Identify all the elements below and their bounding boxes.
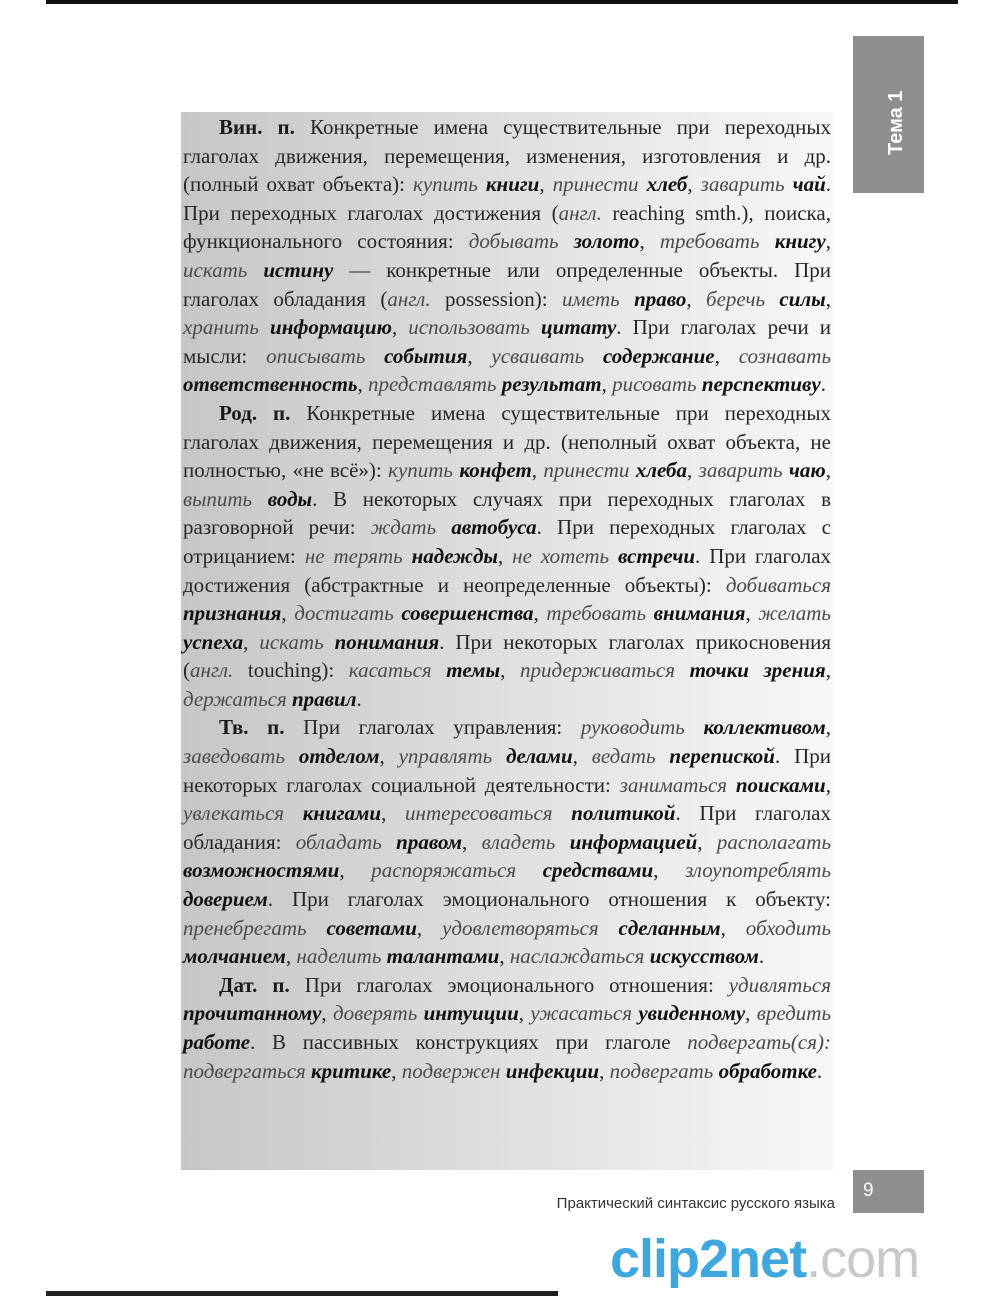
example-noun-wrap [654,601,746,625]
paragraph [183,399,831,714]
example-noun-wrap [775,229,826,253]
example-noun: совершенства [401,601,534,626]
example-noun-wrap [506,744,573,768]
example-noun: чай [792,172,826,197]
example-noun: события [384,343,468,368]
example-verb: подвергать(ся): подвергаться [183,1030,831,1083]
example-noun-wrap [183,372,358,396]
text-run: , [243,629,260,654]
example-noun-wrap [396,830,462,854]
paragraph [183,713,831,970]
example-verb: обходить [745,915,831,940]
example-verb: хранить [183,315,271,340]
example-noun-wrap [543,858,654,882]
example-noun: силы [779,286,826,311]
text-run: . В пассивных конструкциях при глаголе [250,1030,688,1054]
text-run: , [467,343,492,368]
example-noun-wrap [183,944,286,968]
example-noun-wrap [647,172,688,196]
example-noun-wrap [335,630,440,654]
example-verb: не хотеть [512,543,619,568]
text-run: . При некоторых глаголах прикосновения ( [183,629,832,683]
page-number: 9 [863,1180,874,1201]
example-verb: заварить [698,458,789,483]
example-verb: вредить [756,1001,832,1026]
watermark-main: clip2net [610,1229,807,1289]
text-run: , [499,944,510,969]
text-run: , [745,1001,757,1026]
text-run: , [539,172,553,197]
example-verb: требовать [546,601,654,626]
bottom-rule [46,1291,558,1296]
example-noun: талантами [386,944,500,969]
example-noun: отделом [298,744,380,769]
top-rule [46,0,958,4]
example-verb: наделить [296,944,387,969]
text-run: , [572,744,592,769]
example-noun: книги [485,172,540,197]
example-verb: руководить [580,715,704,740]
example-noun: правом [396,829,463,854]
example-noun-wrap [719,1059,817,1083]
text-run: , [416,915,443,940]
example-verb: принести [552,172,647,197]
example-noun: увиденному [638,1001,746,1026]
text-run: , [697,829,717,854]
example-verb: заведовать [183,744,299,769]
example-noun: ответственность [183,372,358,397]
text-run: possession): [430,286,563,311]
text-run: , [745,601,759,626]
example-noun: обработке [718,1058,817,1083]
example-noun-wrap [650,944,759,968]
example-noun-wrap [183,1030,250,1054]
example-verb: заварить [700,172,793,197]
example-noun: автобуса [451,515,537,540]
example-verb: пренебрегать [183,915,327,940]
example-verb: купить [388,458,460,483]
example-noun-wrap [303,801,381,825]
example-noun: чаю [788,458,826,483]
example-noun: золото [573,229,640,254]
example-noun-wrap [619,916,721,940]
text-run: , [497,543,513,568]
example-noun-wrap [634,287,686,311]
example-noun: истину [263,257,334,282]
text-run: Конкретные имена существительные при переходных глаголах движения, перемещения, изменения, изготовления и др. (полный охват объекта): [183,115,831,197]
example-noun: книгу [774,229,826,254]
case-heading: Дат. п. [219,972,290,997]
example-verb: увлекаться [183,801,303,826]
example-noun-wrap [446,658,500,682]
example-noun-wrap [571,801,675,825]
example-verb: принести [543,458,636,483]
example-noun-wrap [183,601,281,625]
example-noun: работе [183,1030,251,1054]
example-verb: злоупотреблять [685,858,832,883]
example-verb: ждать [370,515,452,540]
text-run: . [820,372,826,397]
example-verb: достигать [294,601,402,626]
example-noun-wrap [618,544,695,568]
example-noun-wrap [451,515,536,539]
text-run: , [825,715,831,740]
example-noun: инфекции [505,1058,600,1083]
example-noun: результат [501,372,602,397]
example-noun-wrap [638,1001,745,1025]
example-noun-wrap [424,1001,519,1025]
text-run: . [758,944,765,969]
example-noun-wrap [789,458,826,482]
example-noun-wrap [299,744,380,768]
text-run: , [391,1058,402,1083]
example-noun: успеха [183,629,244,654]
example-noun-wrap [506,1059,599,1083]
text-run: , [381,801,406,826]
example-verb: англ. [190,658,234,683]
example-noun: делами [506,744,573,769]
example-verb: желать [758,601,831,626]
text-run: , [825,772,831,797]
text-run: , [281,601,295,626]
example-noun-wrap [292,687,357,711]
example-verb: представлять [368,372,502,397]
text-run: , [531,458,544,483]
example-noun-wrap [541,315,616,339]
example-noun: правил [292,686,357,711]
example-noun-wrap [183,1001,321,1025]
text-run: , [285,944,297,969]
text-run: , [653,858,686,883]
example-noun-wrap [570,830,698,854]
example-verb: сознавать [738,343,832,368]
example-noun-wrap [183,858,339,882]
example-noun: перепиской [669,744,775,769]
example-noun: книгами [302,801,382,826]
example-verb: выпить [183,486,268,511]
example-noun: доверием [183,887,268,912]
text-run: , [825,458,832,483]
text-run: При глаголах эмоционального отношения: [289,972,729,997]
example-noun: поисками [735,772,826,797]
text-run: . При глаголах достижения (абстрактные и неопределенные объекты): [183,543,832,597]
text-run: , [500,658,520,683]
watermark-suffix: .com [806,1229,920,1289]
example-noun-wrap [270,315,392,339]
example-verb: использовать [408,315,541,340]
example-noun-wrap [702,372,821,396]
text-run: . В некоторых случаях при переходных глаголах в разговорной речи: [183,486,831,540]
example-verb: беречь [706,286,780,311]
example-noun: хлеба [635,458,688,483]
example-noun: искусством [649,944,759,969]
example-noun: советами [326,915,417,940]
example-verb: обладать [295,829,397,854]
case-heading: Вин. п. [219,115,295,139]
example-verb: заниматься [619,772,736,797]
example-noun: средствами [542,858,654,883]
example-noun-wrap [183,887,268,911]
example-verb: располагать [716,829,832,854]
text-run: . При глаголах обладания: [183,801,831,854]
example-noun: критике [311,1058,392,1083]
case-heading: Тв. п. [219,715,285,740]
text-run: , [714,343,739,368]
example-verb: распоряжаться [371,858,543,883]
example-noun-wrap [327,916,417,940]
case-heading: Род. п. [219,400,291,425]
example-noun: прочитанному [183,1001,322,1026]
text-run: , [687,172,701,197]
example-noun: надежды [411,543,498,568]
text-run: , [686,286,707,311]
text-run: , [601,372,613,397]
text-run: , [518,1001,531,1026]
paragraph [183,971,831,1085]
example-noun: воды [267,486,313,511]
example-verb: ужасаться [530,1001,639,1026]
text-run: . При переходных глаголах достижения ( [183,172,832,225]
chapter-tab-label: Тема 1 [885,90,907,155]
example-noun-wrap [384,344,467,368]
text-run: , [599,1058,610,1083]
example-noun-wrap [502,372,602,396]
example-noun-wrap [793,172,826,196]
example-noun: возможностями [183,858,340,883]
text-run: , [825,229,831,254]
text-run: — конкретные или определенные объекты. При глаголах обладания ( [183,257,832,311]
example-noun: интуиции [423,1001,519,1026]
example-noun: темы [446,658,501,683]
example-noun-wrap [574,229,640,253]
text-run: . При некоторых глаголах социальной деятельности: [183,744,831,797]
example-noun: точки зрения [689,658,826,683]
example-noun-wrap [268,487,312,511]
text-block [181,112,833,1170]
text-run: . При глаголах речи и мысли: [183,315,832,368]
example-noun-wrap [263,258,333,282]
paragraphs [181,112,833,1085]
example-noun: цитату [540,315,617,340]
example-verb: требовать [659,229,775,254]
example-noun: понимания [334,629,440,654]
example-verb: усваивать [491,343,603,368]
text-run: . [356,686,362,711]
text-run: , [462,829,482,854]
text-run: reaching smth.), поиска, функционального состояния: [183,200,831,254]
text-run: . При глаголах эмоционального отношения к объекту: [267,887,831,912]
text-run: , [533,601,547,626]
text-run: , [357,372,369,397]
example-noun: информацию [270,315,392,340]
example-noun: молчанием [183,944,286,969]
example-noun-wrap [736,773,826,797]
text-run: . [816,1058,823,1083]
example-verb: ведать [591,744,670,769]
paragraph [183,113,831,399]
example-verb: англ. [558,200,602,225]
example-noun-wrap [636,458,687,482]
text-run: , [391,315,409,340]
text-run: , [379,744,399,769]
example-noun-wrap [183,630,243,654]
example-noun: сделанным [618,915,721,940]
example-noun: информацией [569,829,698,854]
example-noun-wrap [703,715,825,739]
example-verb: рисовать [612,372,702,397]
text-run: , [720,915,746,940]
example-noun-wrap [603,344,715,368]
example-noun: право [634,286,687,311]
text-run: , [825,286,832,311]
example-verb: англ. [387,286,431,311]
text-run: , [825,658,831,683]
text-run: При глаголах управления: [284,715,581,740]
example-noun-wrap [459,458,531,482]
text-run: , [687,458,699,483]
example-verb: добывать [468,229,574,254]
example-noun: коллективом [703,715,826,740]
example-verb: касаться [348,658,447,683]
example-verb: искать [259,629,335,654]
example-verb: придерживаться [519,658,690,683]
text-run: , [339,858,372,883]
example-verb: купить [413,172,486,197]
example-verb: описывать [266,343,385,368]
watermark-logo [610,1228,919,1290]
example-verb: наслаждаться [509,944,650,969]
example-verb: доверять [332,1001,424,1026]
example-verb: владеть [481,829,570,854]
example-noun-wrap [387,944,500,968]
example-verb: удовлетворяться [442,915,619,940]
example-noun-wrap [779,287,825,311]
example-noun: политикой [571,801,676,826]
example-noun-wrap [311,1059,391,1083]
example-noun: встречи [618,543,696,568]
example-noun: перспективу [701,372,821,397]
example-noun-wrap [486,172,539,196]
example-verb: искать [183,257,264,282]
example-noun: конфет [459,458,532,483]
example-noun-wrap [690,658,826,682]
example-noun-wrap [669,744,775,768]
example-verb: иметь [562,286,635,311]
example-noun: внимания [653,601,746,626]
text-run: . При переходных глаголах с отрицанием: [183,515,832,568]
footer-book-title: Практический синтаксис русского языка [556,1195,835,1212]
example-verb: удивляться [728,972,831,997]
example-verb: держаться [183,686,292,711]
example-noun: признания [183,601,282,626]
text-run: touching): [233,658,349,683]
example-verb: управлять [398,744,507,769]
example-verb: подвергать [609,1058,719,1083]
example-verb: интересоваться [405,801,572,826]
text-run: , [639,229,660,254]
example-verb: добиваться [725,572,831,597]
text-run: Конкретные имена существительные при переходных глаголах движения, перемещения и др. (неполный охват объекта, не полностью, «не всё»): [183,400,831,483]
example-verb: не терять [304,543,412,568]
example-noun: хлеб [646,172,688,197]
text-run: , [321,1001,333,1026]
example-verb: подвержен [401,1058,506,1083]
example-noun-wrap [412,544,498,568]
example-noun-wrap [401,601,533,625]
example-noun: содержание [603,343,715,368]
